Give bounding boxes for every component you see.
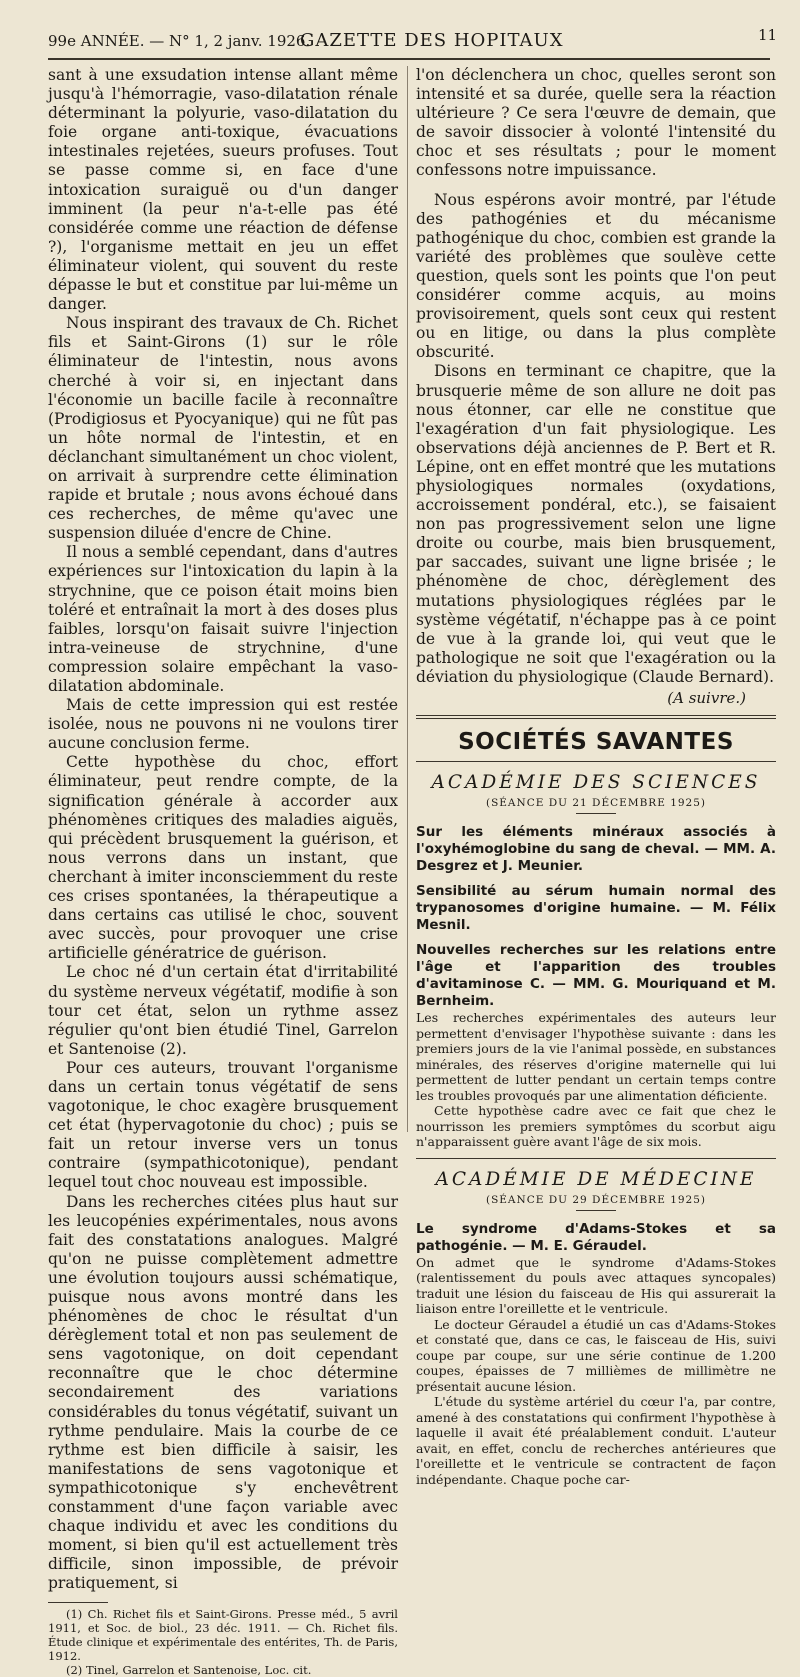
- paragraph: Disons en terminant ce chapitre, que la brusquerie même de son allure ne doit pas nous étonner, car elle ne constitue que l'exagération d'un fait physiologique. Les observations déjà anciennes de P. Bert et R. Lépine, ont en effet montré que les mutations physiologiques normales (oxydations, accroissement pondéral, etc.), se faisaient non pas progressivement selon une ligne droite ou courbe, mais bien brusquement, par saccades, suivant une ligne brisée ; le phénomène de choc, dérèglement des mutations physiologiques réglées par le système végétatif, n'échappe pas à ce point de vue à la grande loi, qui veut que le pathologique ne soit que l'exagération ou la déviation du physiologique (Claude Bernard).: [416, 362, 776, 686]
- academy-medicine-heading: ACADÉMIE DE MÉDECINE: [435, 1168, 757, 1190]
- communication-title: Sur les éléments minéraux associés à l'oxyhémoglobine du sang de cheval. — MM. A. Desgrez et J. Meunier.: [416, 824, 776, 874]
- section-rule: [416, 1158, 776, 1159]
- communication-text: Cette hypothèse cadre avec ce fait que chez le nourrisson les premiers symptômes du scorbut aigu n'apparaissent guère avant l'âge de six mois.: [416, 1103, 776, 1149]
- paragraph: l'on déclenchera un choc, quelles seront son intensité et sa durée, quelle sera la réaction ultérieure ? Ce sera l'œuvre de demain, que de savoir dissocier à volonté l'intensité du choc et ses résultats ; pour le moment confessons notre impuissance.: [416, 66, 776, 180]
- paragraph: Mais de cette impression qui est restée isolée, nous ne pouvons ni ne voulons tirer aucune conclusion ferme.: [48, 696, 398, 753]
- communication-item: [416, 1221, 776, 1488]
- communication-item: [416, 883, 776, 934]
- section-rule: [416, 715, 776, 719]
- paragraph: Cette hypothèse du choc, effort éliminateur, peut rendre compte, de la signification générale à accorder aux phénomènes critiques des maladies aiguës, qui précèdent brusquement la guérison, et nous verrons dans un instant, que cherchant à imiter inconsciemment du reste ces crises spontanées, la thérapeutique a dans certains cas utilisé le choc, souvent avec succès, pour provoquer une crise artificielle génératrice de guérison.: [48, 753, 398, 963]
- footnote: (1) Ch. Richet fils et Saint-Girons. Presse méd., 5 avril 1911, et Soc. de biol., 23 déc. 1911. — Ch. Richet fils. Étude clinique et expérimentale des entérites, Th. de Paris, 1912.: [48, 1606, 398, 1663]
- footnote: (2) Tinel, Garrelon et Santenoise, Loc. cit.: [66, 1662, 312, 1677]
- footnote-rule: [48, 1602, 108, 1603]
- page-header: [0, 0, 800, 60]
- communication-item: [416, 942, 776, 1150]
- communication-text: L'étude du système artériel du cœur l'a, par contre, amené à des constatations qui confirment l'hypothèse à laquelle il avait été préalablement conduit. L'auteur avait, en effet, conclu de recherches antérieures que l'oreillette et le ventricule se contractent de façon indépendante. Chaque poche car-: [416, 1394, 776, 1487]
- academy-sciences-heading: ACADÉMIE DES SCIENCES: [431, 772, 761, 793]
- communication-text: On admet que le syndrome d'Adams-Stokes (ralentissement du pouls avec attaques syncopales) traduit une lésion du faisceau de His qui assurerait la liaison entre l'oreillette et le ventricule.: [416, 1254, 776, 1316]
- communication-text: Les recherches expérimentales des auteurs leur permettent d'envisager l'hypothèse suivante : dans les premiers jours de la vie l'animal possède, en substances minérales, des réserves d'origine maternelle qui lui permettent de lutter pendant un certain temps contre les troubles provoqués par une alimentation déficiente.: [416, 1010, 776, 1103]
- paragraph: Pour ces auteurs, trouvant l'organisme dans un certain tonus végétatif de sens vagotonique, le choc exagère brusquement cet état (hypervagotonie du choc) ; puis se fait un retour inverse vers un tonus contraire (sympathicotonique), pendant lequel tout choc nouveau est impossible.: [48, 1058, 398, 1192]
- session-date: (SÉANCE DU 21 DÉCEMBRE 1925): [485, 797, 707, 809]
- issue-line: 99e ANNÉE. — N° 1, 2 janv. 1926.: [48, 32, 311, 50]
- page-number: 11: [758, 26, 778, 44]
- short-rule: [576, 1210, 616, 1211]
- communication-title: Sensibilité au sérum humain normal des trypanosomes d'origine humaine. — M. Félix Mesnil.: [416, 883, 776, 933]
- paragraph: Le choc né d'un certain état d'irritabilité du système nerveux végétatif, modifie à son tour cet état, selon un rythme assez régulier qu'ont bien étudié Tinel, Garrelon et Santenoise (2).: [48, 963, 398, 1058]
- communication-title: Nouvelles recherches sur les relations entre l'âge et l'apparition des troubles d'avitaminose C. — MM. G. Mouriquand et M. Bernheim.: [416, 942, 776, 1009]
- to-be-continued: (A suivre.): [667, 689, 746, 707]
- communication-text: Le docteur Géraudel a étudié un cas d'Adams-Stokes et constaté que, dans ce cas, le faisceau de His, suivi coupe par coupe, sur une série continue de 1.200 coupes, épaisses de 7 millièmes de millimètre ne présentait aucune lésion.: [416, 1316, 776, 1394]
- communication-title: Le syndrome d'Adams-Stokes et sa pathogénie. — M. E. Géraudel.: [416, 1220, 776, 1254]
- journal-title: GAZETTE DES HOPITAUX: [300, 30, 564, 51]
- session-date: (SÉANCE DU 29 DÉCEMBRE 1925): [485, 1193, 707, 1206]
- left-column: [48, 66, 398, 1677]
- section-rule: [416, 761, 776, 762]
- right-column: [416, 66, 776, 1487]
- column-divider: [407, 66, 408, 1132]
- communication-item: [416, 824, 776, 875]
- paragraph: sant à une exsudation intense allant même jusqu'à l'hémorragie, vaso-dilatation rénale déterminant la polyurie, vaso-dilatation du foie organe anti-toxique, évacuations intestinales rejetées, sueurs profuses. Tout se passe comme si, en face d'une intoxication suraiguë ou d'un danger imminent (la peur n'a-t-elle pas été considérée comme une réaction de défense ?), l'organisme mettait en jeu un effet éliminateur violent, qui souvent du reste dépasse le but et constitue par lui-même un danger.: [48, 66, 398, 314]
- paragraph: Dans les recherches citées plus haut sur les leucopénies expérimentales, nous avons fait des constatations analogues. Malgré qu'on ne puisse complètement admettre une évolution toujours aussi schématique, puisque nous avons montré dans les phénomènes de choc le résultat d'un dérèglement total et non pas seulement de sens vagotonique, on doit cependant reconnaître que le choc détermine secondairement des variations considérables du tonus végétatif, suivant un rythme pendulaire. Mais la courbe de ce rythme est bien difficile à saisir, les manifestations de sens vagotonique et sympathicotonique s'y enchevêtrent constamment d'une façon variable avec chaque individu et avec les conditions du moment, si bien qu'il est actuellement très difficile, sinon impossible, de prévoir pratiquement, si: [48, 1192, 398, 1593]
- paragraph: Nous espérons avoir montré, par l'étude des pathogénies et du mécanisme pathogénique du choc, combien est grande la variété des problèmes que soulève cette question, quels sont les points que l'on peut considérer comme acquis, au moins provisoirement, quels sont ceux qui restent ou en litige, ou dans la plus complète obscurité.: [416, 190, 776, 362]
- section-title: SOCIÉTÉS SAVANTES: [458, 729, 734, 755]
- paragraph: Nous inspirant des travaux de Ch. Richet fils et Saint-Girons (1) sur le rôle éliminateur de l'intestin, nous avons cherché à voir si, en injectant dans l'économie un bacille facile à reconnaître (Prodigiosus et Pyocyanique) qui ne fût pas un hôte normal de l'intestin, et en déclanchant simultanément un choc violent, on arrivait à surprendre cette élimination rapide et brutale ; nous avons échoué dans ces recherches, de même qu'avec une suspension diluée d'encre de Chine.: [48, 314, 398, 543]
- paragraph: Il nous a semblé cependant, dans d'autres expériences sur l'intoxication du lapin à la strychnine, que ce poison était moins bien toléré et entraînait la mort à des doses plus faibles, lorsqu'on faisait suivre l'injection intra-veineuse de strychnine, d'une compression solaire empêchant la vaso-dilatation abdominale.: [48, 543, 398, 695]
- header-rule: [48, 58, 770, 60]
- short-rule: [576, 813, 616, 814]
